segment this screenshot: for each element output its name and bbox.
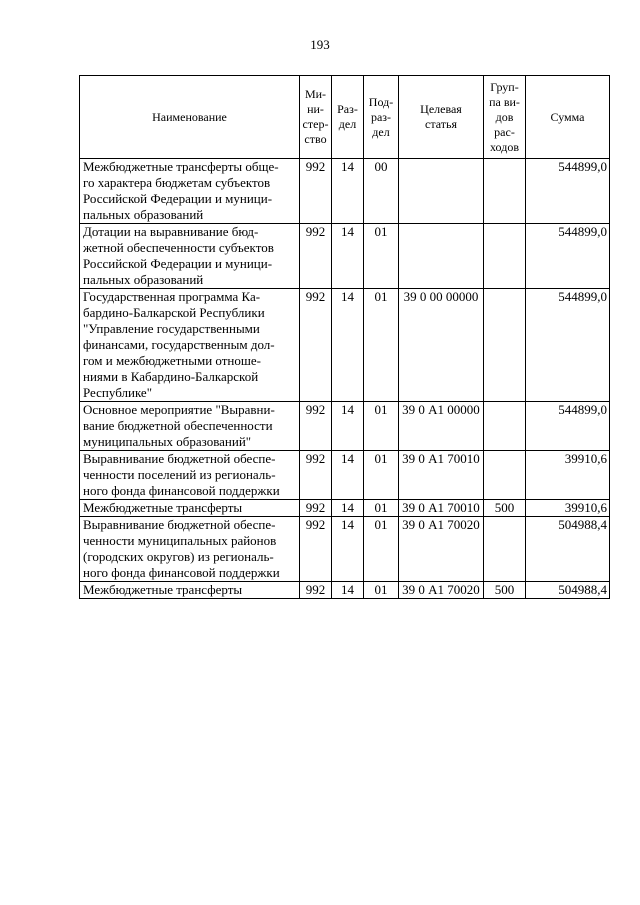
cell-sum: 544899,0 xyxy=(526,159,610,224)
header-ministry: Ми- ни- стер- ство xyxy=(300,76,332,159)
cell-target: 39 0 А1 70020 xyxy=(399,517,484,582)
cell-name: Межбюджетные трансферты xyxy=(80,500,300,517)
table-row xyxy=(80,289,610,402)
cell-section: 14 xyxy=(332,159,364,224)
cell-ministry: 992 xyxy=(300,582,332,599)
table-row xyxy=(80,159,610,224)
cell-target xyxy=(399,224,484,289)
cell-group xyxy=(484,289,526,402)
cell-sum: 544899,0 xyxy=(526,289,610,402)
header-name: Наименование xyxy=(80,76,300,159)
cell-section: 14 xyxy=(332,582,364,599)
header-sum: Сумма xyxy=(526,76,610,159)
table-row xyxy=(80,402,610,451)
cell-subsection: 01 xyxy=(364,582,399,599)
cell-name: Межбюджетные трансферты xyxy=(80,582,300,599)
cell-sum: 504988,4 xyxy=(526,582,610,599)
cell-sum: 544899,0 xyxy=(526,402,610,451)
cell-ministry: 992 xyxy=(300,402,332,451)
cell-section: 14 xyxy=(332,402,364,451)
cell-section: 14 xyxy=(332,500,364,517)
cell-group xyxy=(484,224,526,289)
cell-ministry: 992 xyxy=(300,500,332,517)
cell-subsection: 01 xyxy=(364,517,399,582)
table-body xyxy=(80,159,610,599)
cell-ministry: 992 xyxy=(300,159,332,224)
cell-target: 39 0 А1 70010 xyxy=(399,500,484,517)
table-row xyxy=(80,517,610,582)
cell-group xyxy=(484,517,526,582)
cell-name: Межбюджетные трансферты обще- го характера бюджетам субъектов Российской Федерации и муници- пальных образований xyxy=(80,159,300,224)
header-group: Груп- па ви- дов рас- ходов xyxy=(484,76,526,159)
cell-section: 14 xyxy=(332,451,364,500)
cell-target: 39 0 А1 00000 xyxy=(399,402,484,451)
cell-subsection: 01 xyxy=(364,500,399,517)
cell-subsection: 01 xyxy=(364,402,399,451)
cell-section: 14 xyxy=(332,224,364,289)
cell-group: 500 xyxy=(484,582,526,599)
header-section: Раз- дел xyxy=(332,76,364,159)
cell-ministry: 992 xyxy=(300,224,332,289)
cell-section: 14 xyxy=(332,517,364,582)
cell-name: Выравнивание бюджетной обеспе- ченности муниципальных районов (городских округов) из региональ- ного фонда финансовой поддержки xyxy=(80,517,300,582)
cell-target: 39 0 А1 70010 xyxy=(399,451,484,500)
cell-target xyxy=(399,159,484,224)
cell-group: 500 xyxy=(484,500,526,517)
cell-ministry: 992 xyxy=(300,451,332,500)
budget-table xyxy=(79,75,610,599)
header-target: Целевая статья xyxy=(399,76,484,159)
cell-name: Дотации на выравнивание бюд- жетной обеспеченности субъектов Российской Федерации и муници- пальных образований xyxy=(80,224,300,289)
header-subsection: Под- раз- дел xyxy=(364,76,399,159)
cell-name: Выравнивание бюджетной обеспе- ченности поселений из региональ- ного фонда финансовой поддержки xyxy=(80,451,300,500)
cell-subsection: 01 xyxy=(364,451,399,500)
table-row xyxy=(80,451,610,500)
header-row xyxy=(80,76,610,159)
table-row xyxy=(80,582,610,599)
table-row xyxy=(80,224,610,289)
cell-ministry: 992 xyxy=(300,289,332,402)
cell-target: 39 0 А1 70020 xyxy=(399,582,484,599)
cell-subsection: 01 xyxy=(364,289,399,402)
cell-group xyxy=(484,159,526,224)
cell-section: 14 xyxy=(332,289,364,402)
cell-name: Государственная программа Ка- бардино-Балкарской Республики "Управление государственными финансами, государственным дол- гом и межбюджетными отноше- ниями в Кабардино-Балкарской Республике" xyxy=(80,289,300,402)
table-row xyxy=(80,500,610,517)
cell-group xyxy=(484,451,526,500)
cell-sum: 544899,0 xyxy=(526,224,610,289)
cell-group xyxy=(484,402,526,451)
page-number: 193 xyxy=(310,37,330,52)
cell-name: Основное мероприятие "Выравни- вание бюджетной обеспеченности муниципальных образований" xyxy=(80,402,300,451)
cell-target: 39 0 00 00000 xyxy=(399,289,484,402)
cell-sum: 39910,6 xyxy=(526,500,610,517)
cell-subsection: 01 xyxy=(364,224,399,289)
cell-subsection: 00 xyxy=(364,159,399,224)
cell-sum: 39910,6 xyxy=(526,451,610,500)
cell-ministry: 992 xyxy=(300,517,332,582)
cell-sum: 504988,4 xyxy=(526,517,610,582)
